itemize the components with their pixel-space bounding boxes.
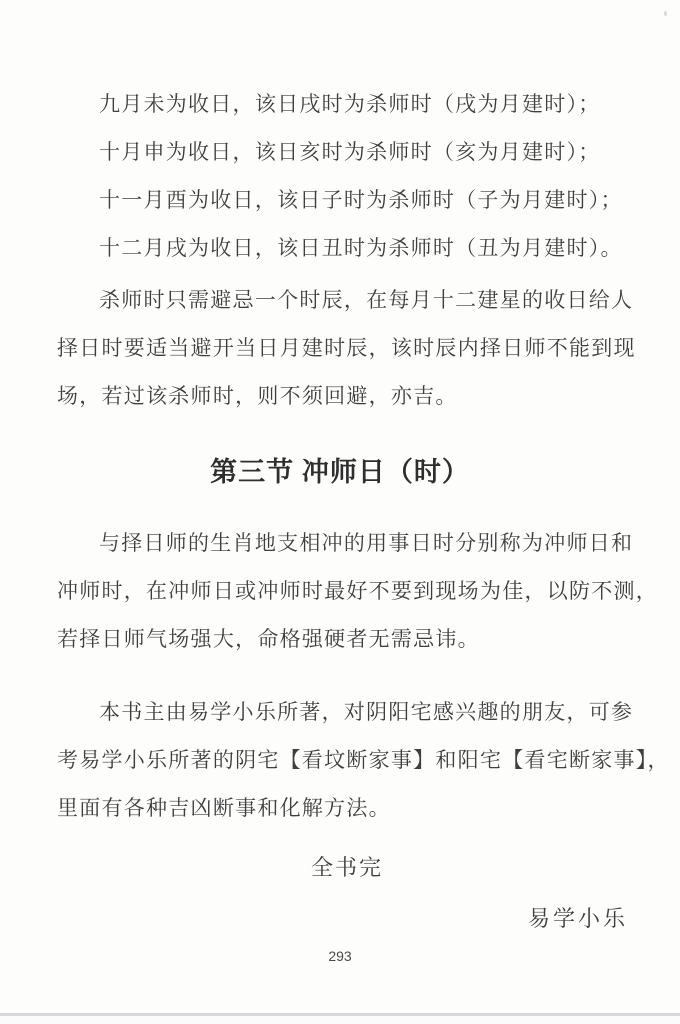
paragraph-clashmaster-line-3: 若择日师气场强大，命格强硬者无需忌讳。 bbox=[57, 627, 480, 651]
rule-line-month9: 九月未为收日，该日戌时为杀师时（戌为月建时）； bbox=[99, 92, 601, 116]
paragraph-clashmaster-line-2: 冲师时，在冲师日或冲师时最好不要到现场为佳，以防不测， bbox=[57, 579, 659, 603]
rule-line-month11: 十一月酉为收日，该日子时为杀师时（子为月建时）； bbox=[99, 188, 623, 212]
page-number: 293 bbox=[328, 948, 352, 964]
book-end-label: 全书完 bbox=[310, 855, 383, 880]
section-heading: 第三节 冲师日（时） bbox=[210, 457, 470, 487]
paragraph-bookinfo-line-2: 考易学小乐所著的阴宅【看坟断家事】和阳宅【看宅断家事】， bbox=[57, 748, 670, 772]
paragraph-bookinfo-line-1: 本书主由易学小乐所著，对阴阳宅感兴趣的朋友，可参 bbox=[99, 700, 634, 724]
paragraph-killmaster-line-1: 杀师时只需避忌一个时辰，在每月十二建星的收日给人 bbox=[99, 288, 634, 312]
paragraph-killmaster-line-2: 择日时要适当避开当日月建时辰，该时辰内择日师不能到现 bbox=[57, 336, 636, 360]
rule-line-month10: 十月申为收日，该日亥时为杀师时（亥为月建时）； bbox=[99, 140, 601, 164]
paragraph-clashmaster-line-1: 与择日师的生肖地支相冲的用事日时分别称为冲师日和 bbox=[99, 531, 634, 555]
paragraph-bookinfo-line-3: 里面有各种吉凶断事和化解方法。 bbox=[57, 796, 391, 820]
page-edge-margin bbox=[0, 1016, 680, 1024]
paragraph-killmaster-line-3: 场，若过该杀师时，则不须回避，亦吉。 bbox=[57, 384, 458, 408]
author-signature: 易学小乐 bbox=[527, 906, 628, 931]
scan-artifact bbox=[664, 11, 667, 16]
rule-line-month12: 十二月戌为收日，该日丑时为杀师时（丑为月建时）。 bbox=[99, 236, 623, 260]
